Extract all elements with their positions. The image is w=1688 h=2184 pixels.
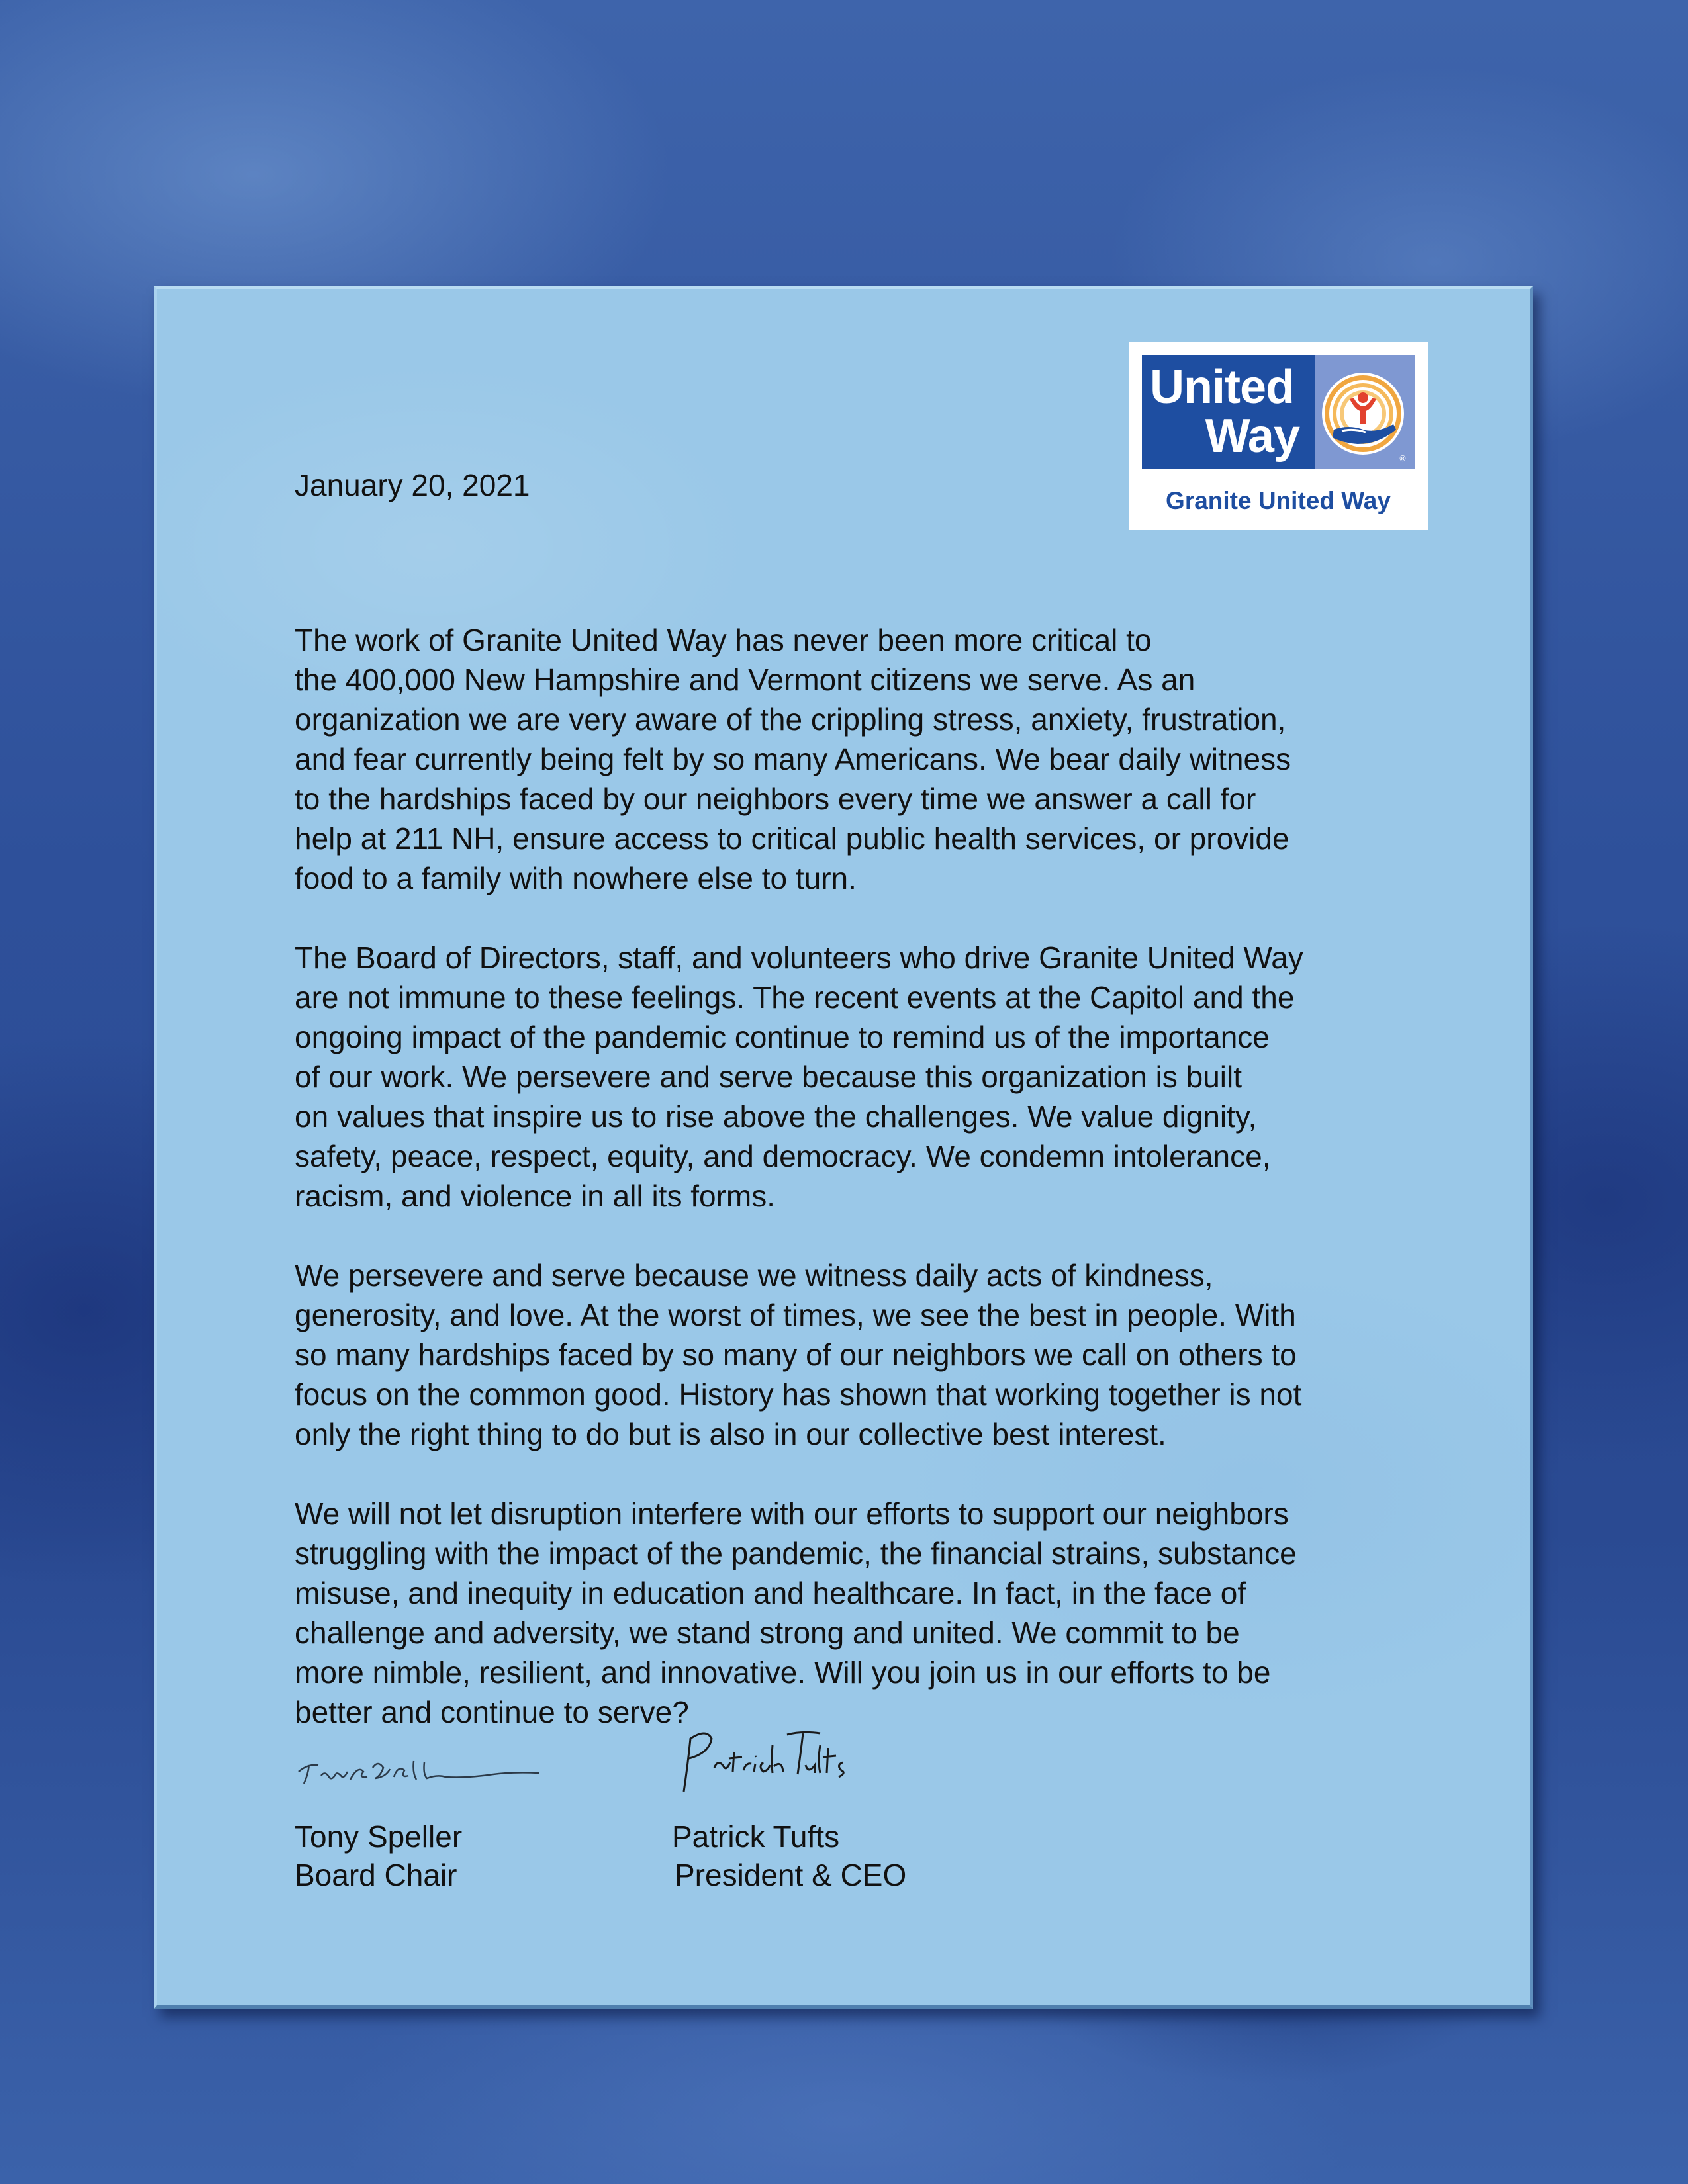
granite-united-way-logo bbox=[1129, 342, 1428, 530]
letter-body bbox=[295, 620, 1407, 1772]
patrick-tufts-signature bbox=[673, 1719, 859, 1805]
united-way-hand-person-rainbow-icon bbox=[1315, 355, 1415, 469]
signatory-1-name: Tony Speller bbox=[295, 1819, 463, 1854]
signatory-2-name: Patrick Tufts bbox=[672, 1819, 840, 1854]
signatory-1-title: Board Chair bbox=[295, 1858, 457, 1892]
signatory-2-title: President & CEO bbox=[675, 1858, 907, 1892]
paragraph-2: The Board of Directors, staff, and volunteers who drive Granite United Way are not immune to these feelings. The recent events at the Capitol and the ongoing impact of the pandemic continue to remind us of the importance of our work. We persevere and serve because this organization is built on values that inspire us to rise above the challenges. We value dignity, safety, peace, respect, equity, and democracy. We condemn intolerance, racism, and violence in all its forms. bbox=[295, 940, 1303, 1213]
logo-word-united: United bbox=[1150, 361, 1294, 414]
letter-sheet bbox=[154, 286, 1533, 2009]
paragraph-1: The work of Granite United Way has never been more critical to the 400,000 New Hampshire and Vermont citizens we serve. As an organization we are very aware of the crippling stress, anxiety, frustration, and fear currently being felt by so many Americans. We bear daily witness to the hardships faced by our neighbors every time we answer a call for help at 211 NH, ensure access to critical public health services, or provide food to a family with nowhere else to turn. bbox=[295, 623, 1291, 895]
svg-text:®: ® bbox=[1399, 454, 1407, 463]
logo-wordmark bbox=[1142, 355, 1315, 469]
logo-banner bbox=[1142, 355, 1415, 469]
logo-subtitle: Granite United Way bbox=[1166, 487, 1391, 514]
tony-speller-signature bbox=[295, 1745, 546, 1798]
logo-word-way: Way bbox=[1205, 410, 1299, 463]
paragraph-3: We persevere and serve because we witness daily acts of kindness, generosity, and love. At the worst of times, we see the best in people. With so many hardships faced by so many of our neighbors we call on others to focus on the common good. History has shown that working together is not only the right thing to do but is also in our collective best interest. bbox=[295, 1258, 1302, 1451]
letter-date: January 20, 2021 bbox=[295, 468, 530, 502]
paragraph-4: We will not let disruption interfere with our efforts to support our neighbors struggling with the impact of the pandemic, the financial strains, substance misuse, and inequity in education and healthcare. In fact, in the face of challenge and adversity, we stand strong and united. We commit to be more nimble, resilient, and innovative. Will you join us in our efforts to be better and continue to serve? bbox=[295, 1496, 1297, 1729]
